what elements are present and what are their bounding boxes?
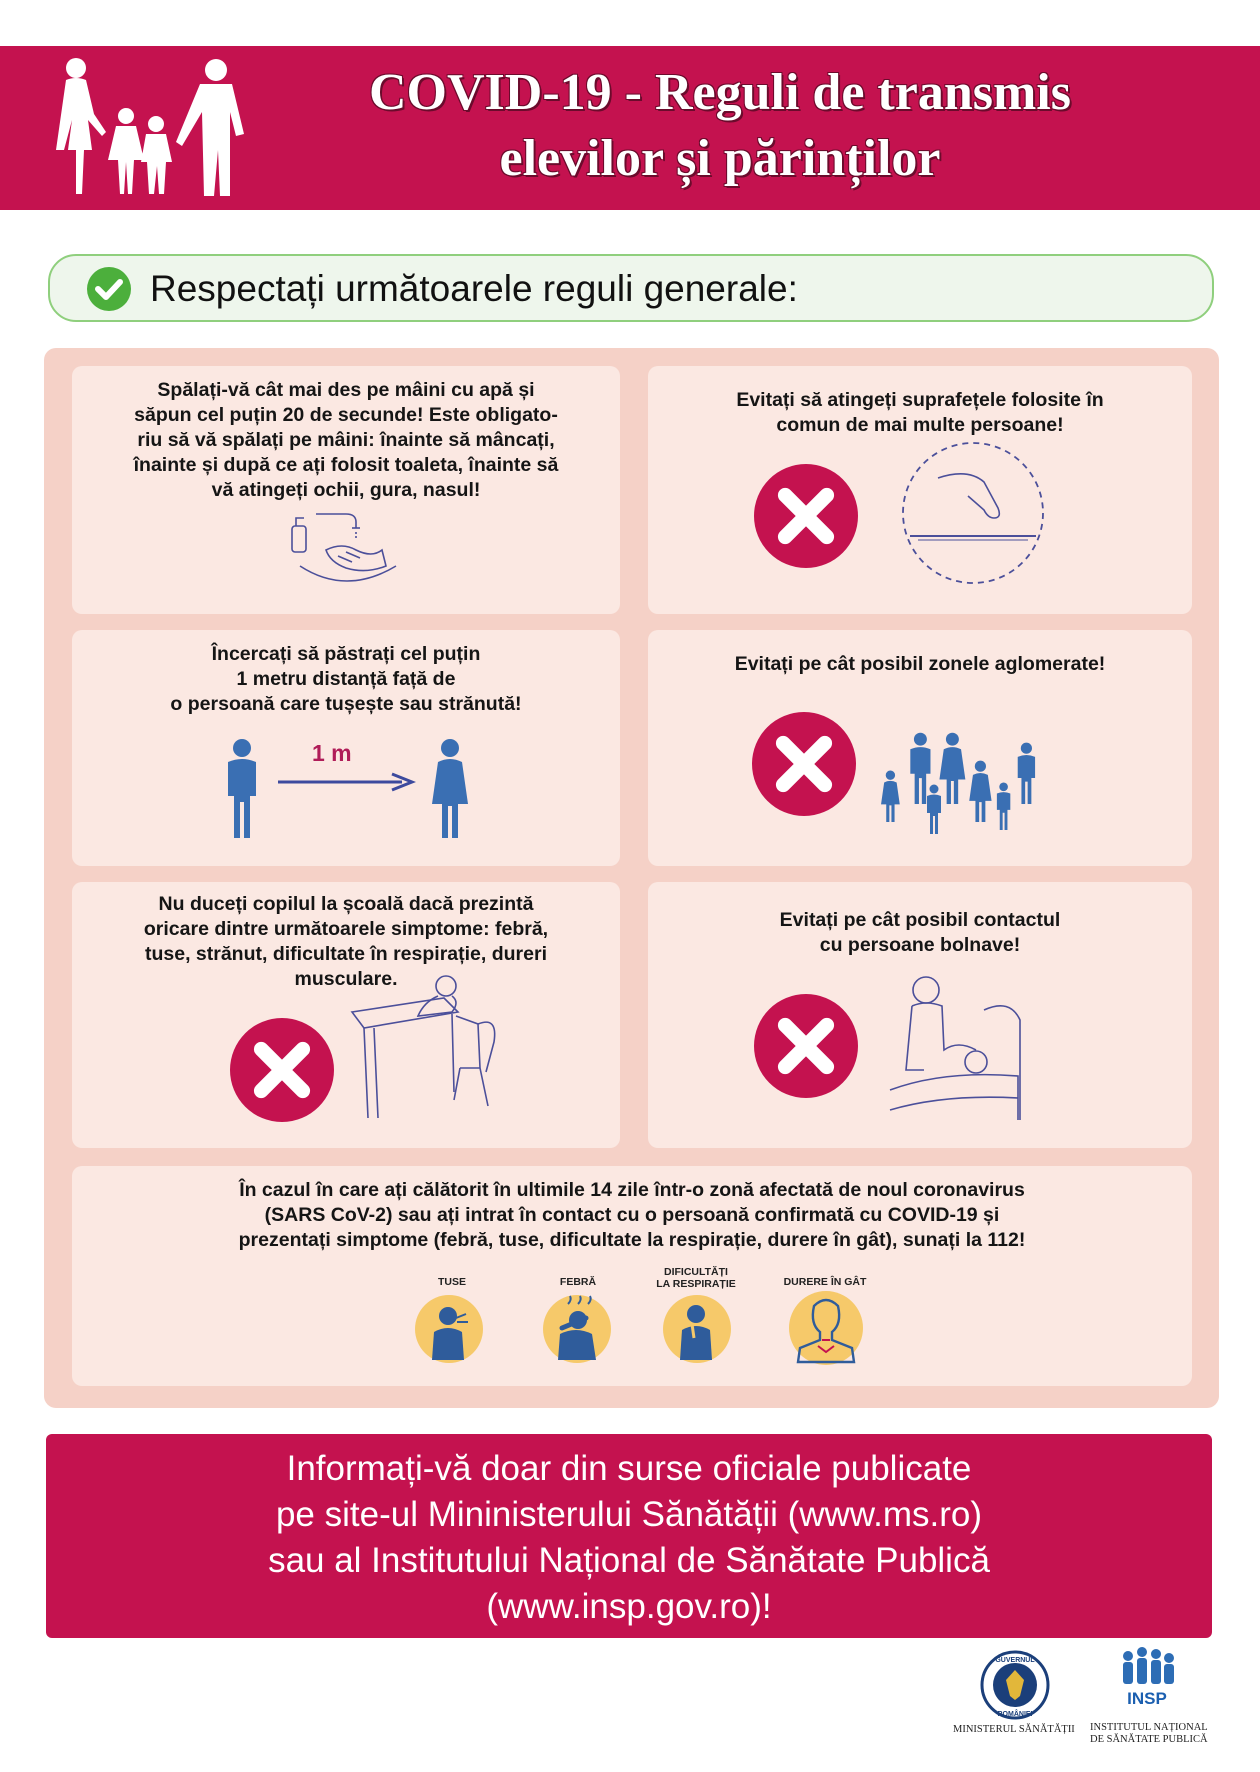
prohibited-x-icon xyxy=(230,1018,334,1122)
child-at-desk-icon xyxy=(348,972,508,1132)
breathing-difficulty-icon xyxy=(662,1294,732,1364)
ministry-seal-bottom: ROMÂNIEI xyxy=(997,1711,1033,1718)
title-line-2: elevilor și părinților xyxy=(499,130,941,187)
text-line: riu să vă spălați pe mâini: înainte să mâncați, xyxy=(137,429,555,451)
general-rules-bar xyxy=(48,254,1214,322)
checkmark-icon xyxy=(86,266,132,312)
text-line: musculare. xyxy=(294,968,398,990)
symptom-label-cough: TUSE xyxy=(437,1276,466,1288)
text-line: tuse, strănut, dificultate în respirație, dureri xyxy=(144,943,547,965)
fever-icon xyxy=(542,1294,612,1364)
text-line: Evitați pe cât posibil contactul xyxy=(779,909,1061,931)
avoid-sick-contact-text xyxy=(648,908,1192,958)
family-silhouette-icon xyxy=(48,54,258,204)
symptom-label-breathing xyxy=(646,1266,746,1290)
card-shared-surfaces xyxy=(648,366,1192,614)
prohibited-x-icon xyxy=(754,464,858,568)
crowded-areas-text xyxy=(648,652,1192,677)
text-line: În cazul în care ați călătorit în ultimile 14 zile într-o zonă afectată de noul coronavirus xyxy=(239,1179,1025,1201)
no-school-text xyxy=(72,892,620,992)
text-line: vă atingeți ochii, gura, nasul! xyxy=(211,479,481,501)
hand-washing-text xyxy=(72,378,620,503)
header-banner xyxy=(0,46,1260,210)
text-line: (SARS CoV-2) sau ați intrat în contact cu o persoană confirmată cu COVID-19 și xyxy=(264,1204,1000,1226)
text-line: (www.insp.gov.ro)! xyxy=(486,1587,772,1626)
text-line: înainte și după ce ați folosit toaleta, înainte să xyxy=(133,454,559,476)
person-female-icon xyxy=(430,738,470,838)
text-line: prezentați simptome (febră, tuse, dificultate la respirație, durere în gât), sunați la 112! xyxy=(238,1229,1026,1251)
page-title xyxy=(270,60,1170,192)
general-rules-heading: Respectați următoarele reguli generale: xyxy=(150,268,798,309)
text-line: Spălați-vă cât mai des pe mâini cu apă și xyxy=(157,379,535,401)
text-line: Evitați să atingeți suprafețele folosite în xyxy=(736,389,1104,411)
finger-touch-surface-icon xyxy=(898,438,1048,588)
text-line: cu persoane bolnave! xyxy=(819,934,1021,956)
ministry-seal-top: GUVERNUL xyxy=(995,1657,1035,1664)
crowd-icon xyxy=(878,730,1048,840)
text-line: Evitați pe cât posibil zonele aglomerate! xyxy=(734,653,1106,675)
text-line: 1 metru distanță față de xyxy=(236,668,456,690)
card-keep-distance xyxy=(72,630,620,866)
text-line: sau al Institutului Național de Sănătate Publică xyxy=(268,1541,990,1580)
label-line: LA RESPIRAȚIE xyxy=(656,1278,736,1290)
rules-panel xyxy=(44,348,1219,1408)
text-line: Nu duceți copilul la școală dacă prezintă xyxy=(158,893,534,915)
caregiver-with-patient-icon xyxy=(884,970,1044,1130)
text-line: o persoană care tușește sau strănută! xyxy=(170,693,522,715)
card-no-school-if-sick xyxy=(72,882,620,1148)
label-line: DIFICULTĂȚI xyxy=(664,1266,728,1278)
prohibited-x-icon xyxy=(752,712,856,816)
official-sources-text xyxy=(46,1446,1212,1630)
card-avoid-sick-contact xyxy=(648,882,1192,1148)
text-line: săpun cel puțin 20 de secunde! Este obligato- xyxy=(134,404,558,426)
symptom-label-sore-throat: DURERE ÎN GÂT xyxy=(783,1276,867,1288)
text-line: comun de mai multe persoane! xyxy=(776,414,1064,436)
card-crowded-areas xyxy=(648,630,1192,866)
distance-arrow-icon xyxy=(276,772,416,792)
keep-distance-text xyxy=(72,642,620,717)
insp-mark: INSP xyxy=(1127,1689,1167,1708)
label-line: DE SĂNĂTATE PUBLICĂ xyxy=(1090,1734,1208,1745)
cough-icon xyxy=(414,1294,484,1364)
prohibited-x-icon xyxy=(754,994,858,1098)
text-line: pe site-ul Mininisterului Sănătății (www.ms.ro) xyxy=(275,1495,983,1534)
text-line: Încercați să păstrați cel puțin xyxy=(211,643,481,665)
text-line: Informați-vă doar din surse oficiale publicate xyxy=(286,1449,972,1488)
person-male-icon xyxy=(222,738,262,838)
title-line-1: COVID-19 - Reguli de transmis xyxy=(369,64,1071,121)
card-hand-washing xyxy=(72,366,620,614)
sore-throat-icon xyxy=(788,1290,864,1366)
label-line: INSTITUTUL NAȚIONAL xyxy=(1090,1722,1208,1733)
text-line: oricare dintre următoarele simptome: febră, xyxy=(143,918,549,940)
insp-logo xyxy=(1112,1644,1182,1714)
ministry-seal-logo xyxy=(980,1650,1050,1720)
distance-label: 1 m xyxy=(312,740,352,766)
insp-label xyxy=(1090,1722,1208,1746)
hand-washing-icon xyxy=(286,506,406,596)
travel-text xyxy=(72,1178,1192,1253)
shared-surfaces-text xyxy=(648,388,1192,438)
symptom-label-fever: FEBRĂ xyxy=(559,1276,597,1288)
card-travel-call-112 xyxy=(72,1166,1192,1386)
official-sources-banner xyxy=(46,1434,1212,1638)
ministry-label: MINISTERUL SĂNĂTĂȚII xyxy=(953,1724,1075,1735)
